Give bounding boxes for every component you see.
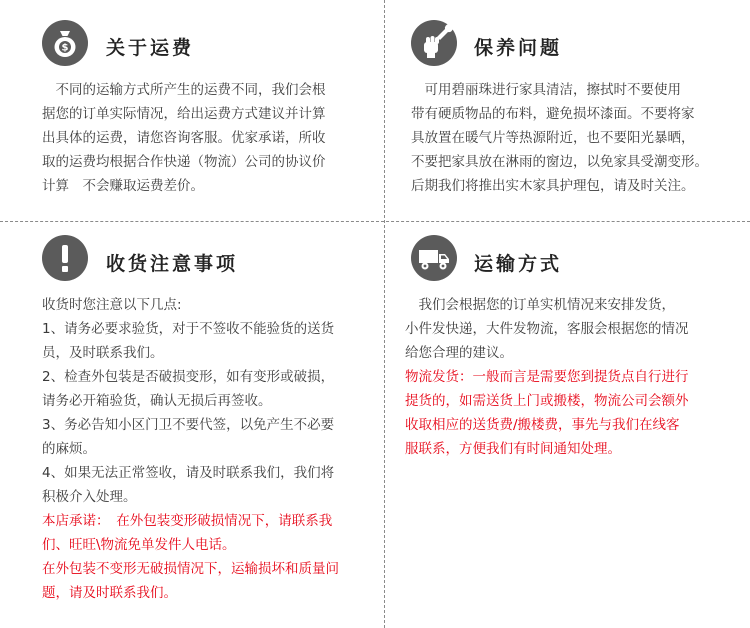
text-line: 据您的订单实际情况，给出运费方式建议并计算 (42, 106, 326, 122)
red-notice-line: 本店承诺： 在外包装变形破损情况下，请联系我 (42, 513, 333, 529)
horizontal-divider (0, 221, 750, 222)
receiving-notes-title: 收货注意事项 (106, 253, 239, 275)
vertical-divider (384, 0, 385, 628)
red-notice-line: 提货的，如需送货上门或搬楼，物流公司会额外 (405, 393, 689, 409)
red-notice-line: 收取相应的送货费/搬楼费，事先与我们在线客 (405, 417, 680, 433)
text-line: 带有硬质物品的布料，避免损坏漆面。不要将家 (411, 106, 695, 122)
maintenance-title: 保养问题 (474, 37, 563, 59)
text-line: 取的运费均根据合作快递（物流）公司的协议价 (42, 154, 326, 170)
text-line: 不要把家具放在淋雨的窗边，以免家具受潮变形。 (411, 154, 708, 170)
text-line: 员，及时联系我们。 (42, 345, 164, 361)
red-notice-line: 题，请及时联系我们。 (42, 585, 177, 601)
wrench-fist-icon (411, 20, 457, 66)
text-line: 小件发快递，大件发物流，客服会根据您的情况 (405, 321, 689, 337)
delivery-method-text (405, 293, 689, 461)
text-line: 不同的运输方式所产生的运费不同，我们会根 (42, 82, 326, 98)
text-line: 计算 不会赚取运费差价。 (42, 178, 204, 194)
text-line: 2、检查外包装是否破损变形，如有变形或破损， (42, 369, 335, 385)
text-line: 请务必开箱验货，确认无损后再签收。 (42, 393, 272, 409)
exclamation-icon (42, 235, 88, 281)
svg-text:$: $ (61, 42, 69, 54)
delivery-method-title: 运输方式 (474, 253, 563, 275)
text-line: 给您合理的建议。 (405, 345, 513, 361)
truck-icon (411, 235, 457, 281)
text-line: 3、务必告知小区门卫不要代签，以免产生不必要 (42, 417, 335, 433)
red-notice-line: 物流发货：一般而言是需要您到提货点自行进行 (405, 369, 689, 385)
text-line: 具放置在暖气片等热源附近，也不要阳光暴晒， (411, 130, 695, 146)
red-notice-line: 们、旺旺\物流免单发件人电话。 (42, 537, 236, 553)
shipping-fee-title: 关于运费 (106, 37, 195, 59)
text-line: 后期我们将推出实木家具护理包，请及时关注。 (411, 178, 695, 194)
text-line: 收货时您注意以下几点: (42, 297, 182, 313)
maintenance-text (411, 78, 708, 198)
text-line: 出具体的运费，请您咨询客服。优家承诺，所收 (42, 130, 326, 146)
red-notice-line: 在外包装不变形无破损情况下，运输损坏和质量问 (42, 561, 339, 577)
money-bag-icon (42, 20, 88, 66)
red-notice-line: 服联系，方便我们有时间通知处理。 (405, 441, 621, 457)
text-line: 可用碧丽珠进行家具清洁，擦拭时不要使用 (411, 82, 681, 98)
text-line: 的麻烦。 (42, 441, 96, 457)
receiving-notes-text (42, 293, 339, 605)
text-line: 1、请务必要求验货，对于不签收不能验货的送货 (42, 321, 335, 337)
shipping-fee-text (42, 78, 326, 198)
text-line: 我们会根据您的订单实机情况来安排发货， (405, 297, 675, 313)
text-line: 积极介入处理。 (42, 489, 137, 505)
text-line: 4、如果无法正常签收，请及时联系我们，我们将 (42, 465, 335, 481)
